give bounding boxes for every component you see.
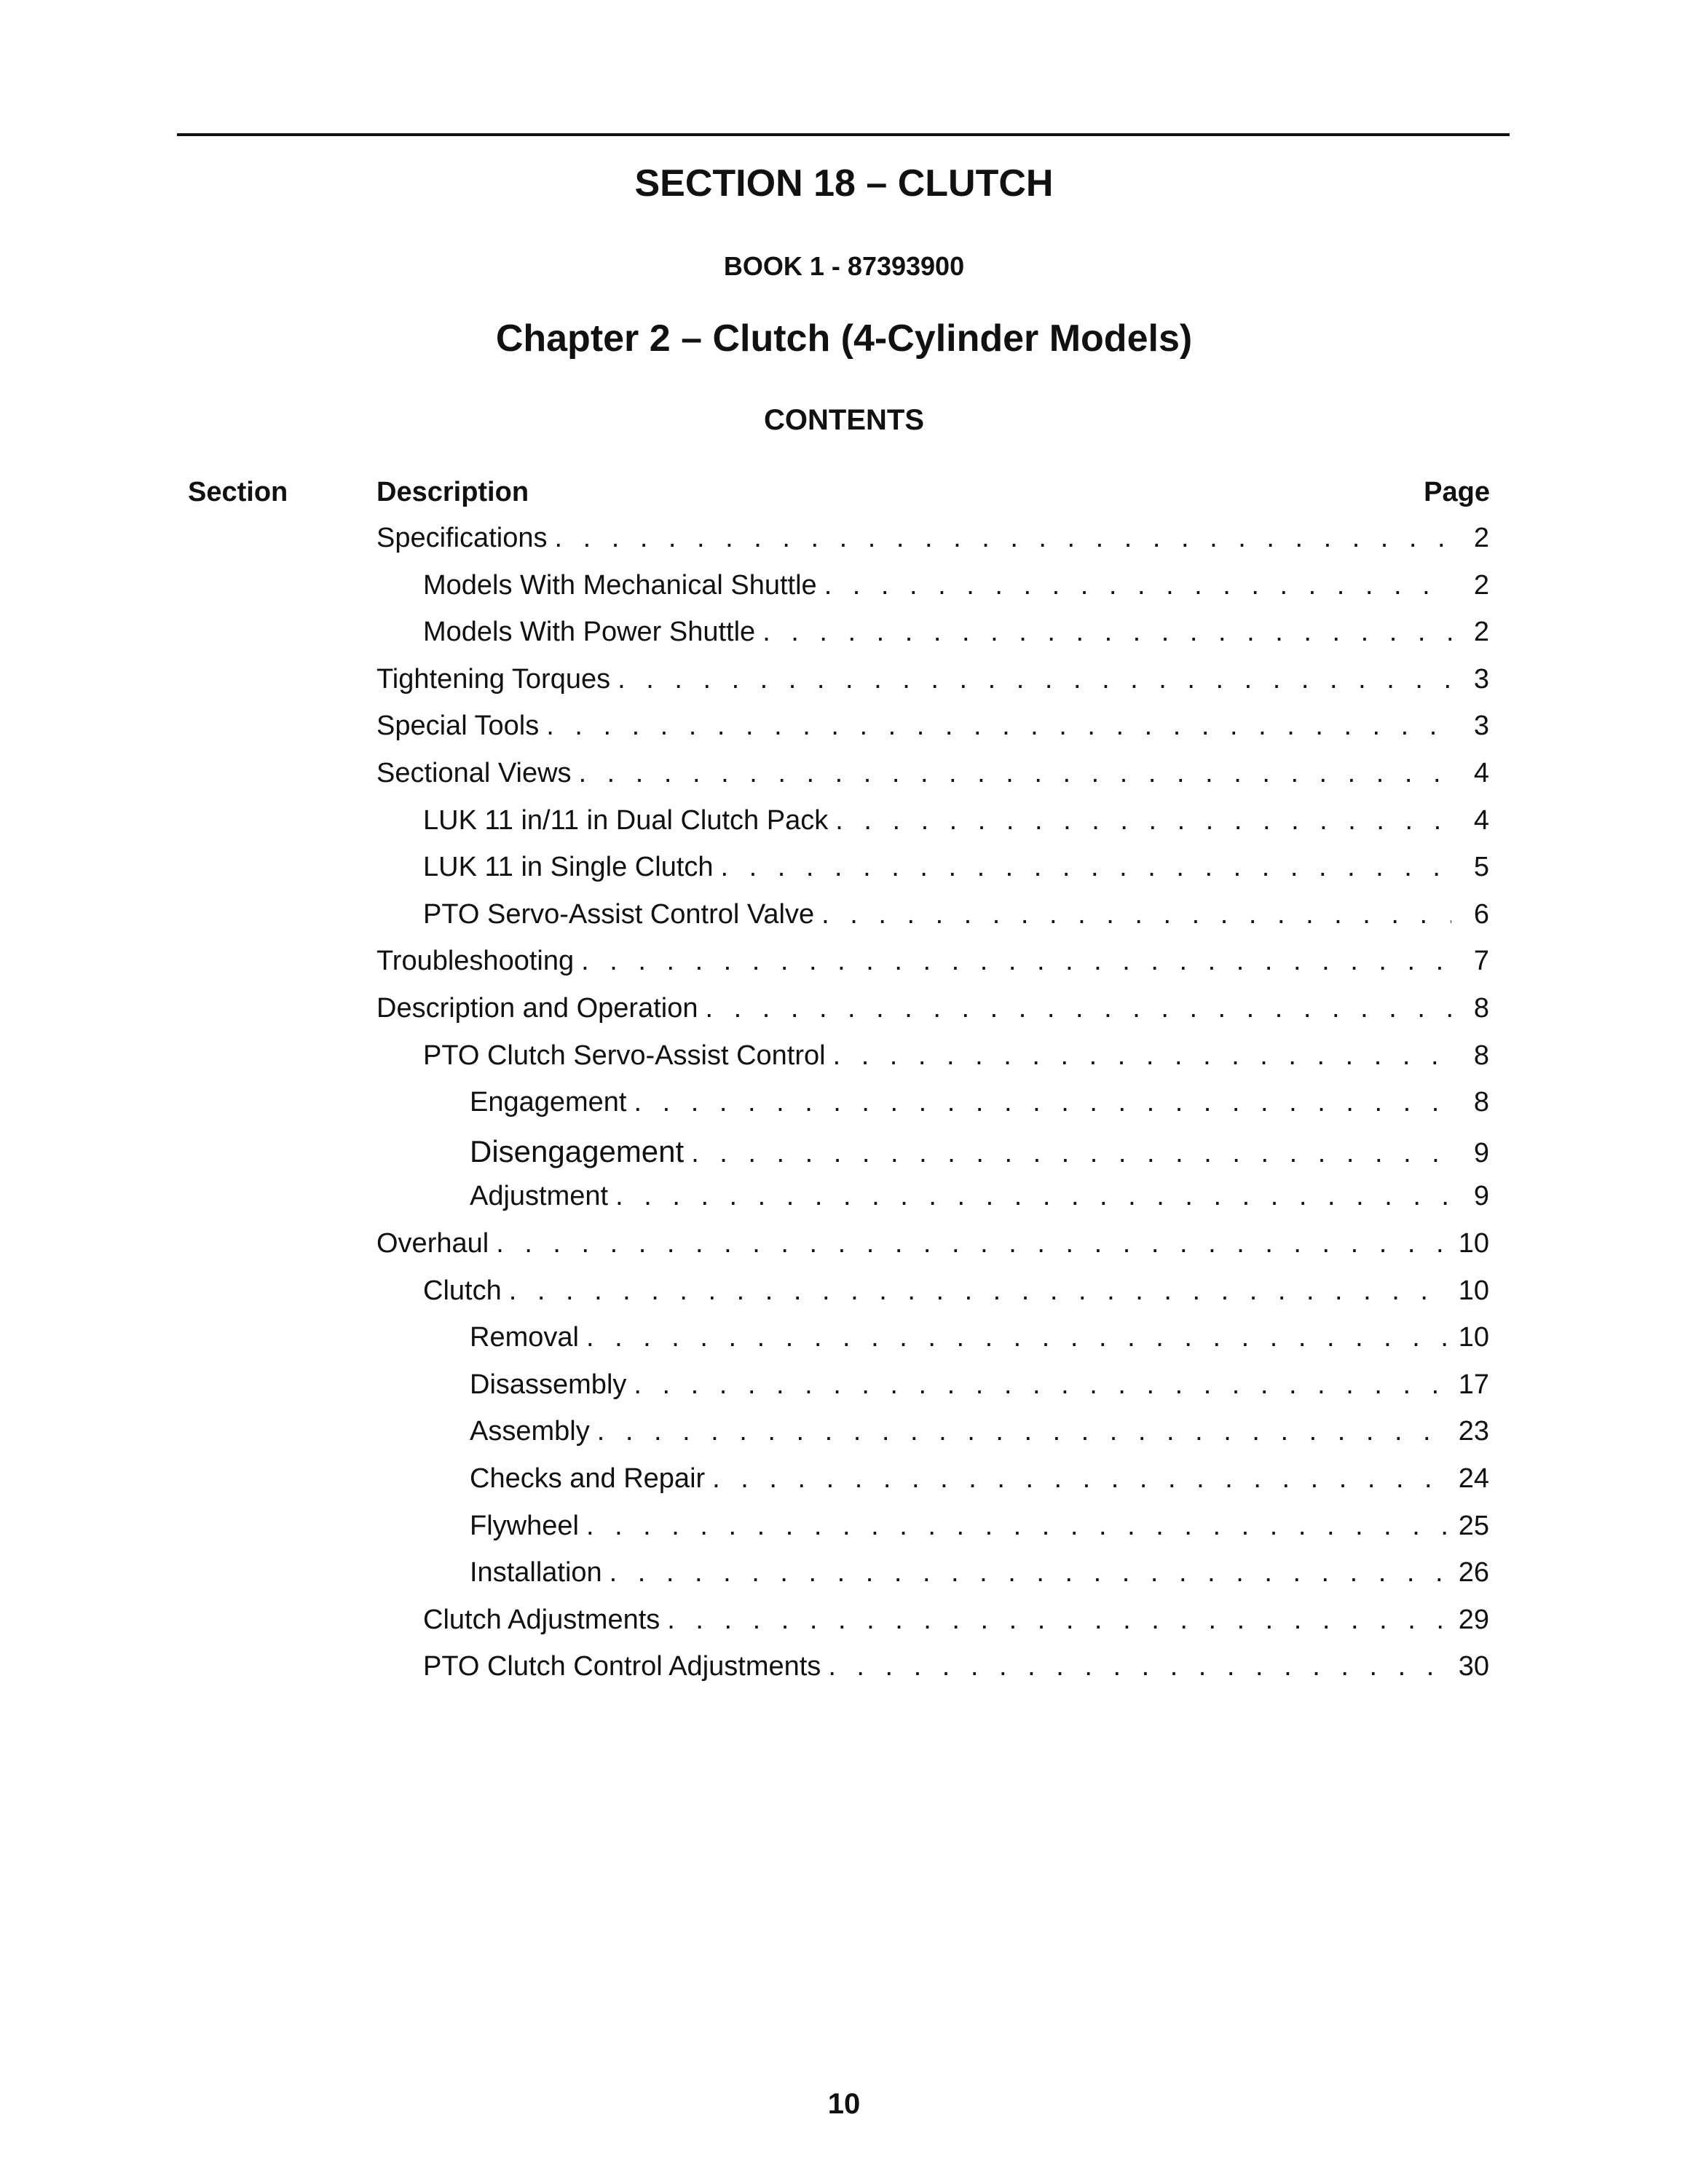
toc-entry-title: Assembly [470, 1416, 590, 1447]
toc-entry [470, 1134, 1489, 1171]
dot-leader [586, 1511, 1451, 1542]
dot-leader [615, 1181, 1451, 1212]
dot-leader [579, 758, 1451, 789]
toc-entry-title: PTO Clutch Control Adjustments [423, 1651, 821, 1682]
dot-leader [586, 1322, 1451, 1353]
toc-entry-page: 9 [1473, 1181, 1489, 1212]
toc-entry [376, 758, 1489, 794]
contents-heading: CONTENTS [764, 404, 924, 436]
toc-entry-page: 7 [1473, 946, 1489, 977]
toc-entry [470, 1557, 1489, 1594]
toc-entry [470, 1087, 1489, 1123]
toc-entry-title: Checks and Repair [470, 1463, 706, 1494]
dot-leader [762, 617, 1451, 648]
toc-entry [423, 852, 1489, 888]
dot-leader [833, 1040, 1451, 1072]
toc-entry-title: PTO Clutch Servo-Assist Control [423, 1040, 826, 1071]
toc-entry-page: 4 [1473, 758, 1489, 788]
toc-entry [423, 805, 1489, 842]
dot-leader [610, 1557, 1451, 1588]
dot-leader [554, 523, 1451, 554]
toc-entry-page: 10 [1458, 1228, 1489, 1259]
toc-entry-title: Sectional Views [376, 758, 572, 788]
dot-leader [597, 1416, 1451, 1447]
toc-entry-page: 10 [1458, 1322, 1489, 1353]
toc-entry [423, 617, 1489, 653]
toc-entry-title: Special Tools [376, 711, 540, 742]
dot-leader [509, 1275, 1451, 1307]
toc-entry-page: 6 [1473, 898, 1489, 930]
toc-entry [376, 1228, 1489, 1265]
toc-entry [470, 1416, 1489, 1452]
toc-entry [423, 1605, 1489, 1641]
toc-entry [470, 1322, 1489, 1358]
toc-entry-page: 3 [1473, 663, 1489, 695]
toc-entry-page: 10 [1458, 1275, 1489, 1306]
toc-entry-title: Flywheel [470, 1510, 579, 1541]
toc-entry-title: PTO Servo-Assist Control Valve [423, 898, 815, 930]
toc-entry-title: Models With Power Shuttle [423, 617, 756, 648]
toc-entry [376, 993, 1489, 1029]
toc-entry [376, 523, 1489, 559]
dot-leader [821, 899, 1451, 930]
toc-entry [423, 1040, 1489, 1077]
chapter-title: Chapter 2 – Clutch (4-Cylinder Models) [495, 317, 1193, 360]
toc-entry-title: LUK 11 in Single Clutch [423, 852, 714, 883]
dot-leader [712, 1463, 1451, 1495]
section-title: SECTION 18 – CLUTCH [634, 162, 1054, 205]
dot-leader [634, 1087, 1452, 1118]
dot-leader [618, 664, 1451, 695]
toc-entry [376, 664, 1489, 700]
toc-entry [423, 1275, 1489, 1312]
dot-leader [691, 1138, 1451, 1169]
column-header-description: Description [376, 477, 529, 507]
toc-entry-title: Engagement [470, 1087, 627, 1118]
dot-leader [581, 946, 1451, 977]
toc-entry-page: 8 [1473, 1040, 1489, 1071]
toc-entry-title: Disengagement [470, 1133, 685, 1168]
toc-entry-title: Overhaul [376, 1228, 489, 1259]
dot-leader [828, 1651, 1451, 1682]
header-rule [177, 133, 1510, 136]
dot-leader [721, 852, 1451, 883]
toc-entry-title: Clutch [423, 1275, 502, 1306]
toc-entry-title: Troubleshooting [376, 946, 575, 977]
dot-leader [705, 993, 1451, 1024]
dot-leader [634, 1369, 1451, 1401]
dot-leader [835, 805, 1451, 836]
toc-entry [423, 570, 1489, 606]
toc-entry [470, 1511, 1489, 1547]
toc-entry-page: 30 [1458, 1651, 1489, 1682]
column-header-page: Page [1424, 477, 1490, 507]
toc-entry-page: 2 [1473, 523, 1489, 553]
toc-entry-title: Removal [470, 1322, 579, 1353]
column-header-section: Section [188, 477, 288, 507]
toc-entry-page: 17 [1458, 1369, 1489, 1400]
dot-leader [824, 570, 1451, 601]
toc-entry [423, 899, 1489, 935]
toc-entry-title: Adjustment [470, 1181, 609, 1212]
toc-entry-title: LUK 11 in/11 in Dual Clutch Pack [423, 804, 829, 836]
toc-entry-title: Disassembly [470, 1369, 627, 1400]
dot-leader [546, 711, 1451, 742]
toc-entry-page: 26 [1458, 1557, 1489, 1588]
toc-entry-page: 9 [1473, 1137, 1489, 1168]
book-number: BOOK 1 - 87393900 [723, 251, 965, 281]
toc-entry-title: Clutch Adjustments [423, 1604, 660, 1635]
toc-entry-page: 4 [1473, 804, 1489, 836]
page-number: 10 [827, 2088, 861, 2120]
toc-entry-page: 25 [1458, 1510, 1489, 1541]
dot-leader [496, 1228, 1451, 1259]
toc-entry-title: Installation [470, 1557, 602, 1588]
dot-leader [667, 1605, 1451, 1636]
toc-entry [470, 1369, 1489, 1406]
toc-entry [376, 711, 1489, 747]
toc-entry-page: 23 [1458, 1416, 1489, 1447]
toc-entry [470, 1463, 1489, 1500]
toc-entry-page: 5 [1473, 852, 1489, 883]
toc-entry-page: 8 [1473, 993, 1489, 1024]
toc-entry [376, 946, 1489, 982]
toc-entry-title: Specifications [376, 523, 548, 553]
toc-entry-title: Tightening Torques [376, 663, 611, 695]
toc-entry [470, 1181, 1489, 1217]
toc-entry-title: Description and Operation [376, 993, 698, 1024]
toc-entry-page: 29 [1458, 1604, 1489, 1635]
toc-entry-page: 24 [1458, 1463, 1489, 1494]
toc-entry-title: Models With Mechanical Shuttle [423, 569, 817, 601]
toc-entry-page: 8 [1473, 1087, 1489, 1118]
toc-entry-page: 2 [1473, 617, 1489, 648]
toc-entry [423, 1651, 1489, 1688]
toc-entry-page: 2 [1473, 569, 1489, 601]
toc-entry-page: 3 [1473, 711, 1489, 742]
